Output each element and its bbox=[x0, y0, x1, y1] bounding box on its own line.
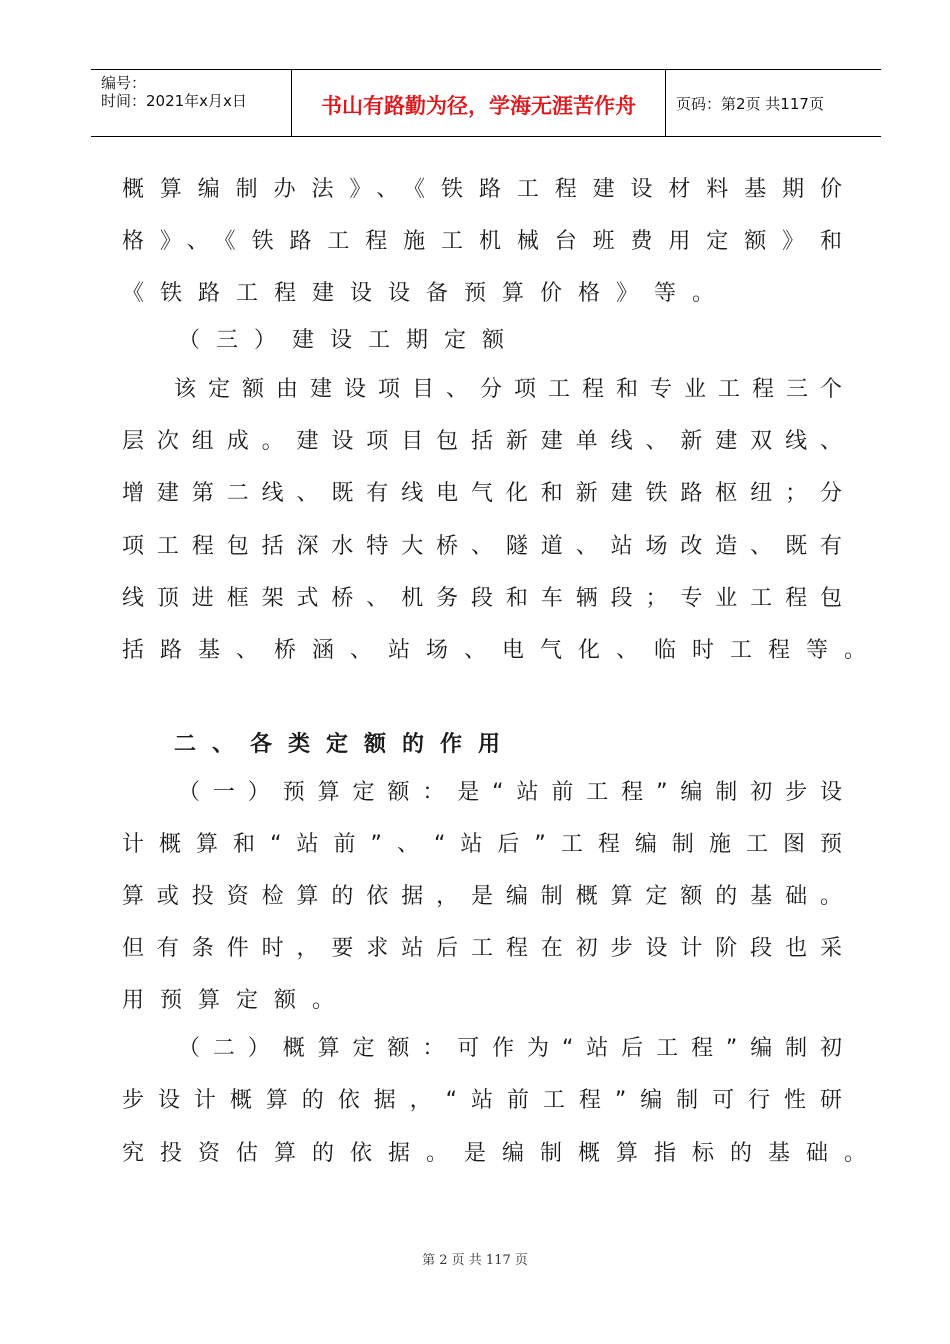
motto: 书山有路勤为径，学海无涯苦作舟 bbox=[321, 94, 636, 118]
section-subheading: （三）建设工期定额 bbox=[178, 328, 521, 353]
body-line: 层次组成。建设项目包括新建单线、新建双线、 bbox=[122, 429, 842, 454]
body-line: 概算编制办法》、《铁路工程建设材料基期价 bbox=[122, 177, 842, 202]
header-meta-cell bbox=[91, 70, 292, 136]
body-line: 步设计概算的依据，“站前工程”编制可行性研 bbox=[122, 1088, 842, 1113]
body-line: （一）预算定额：是“站前工程”编制初步设 bbox=[178, 780, 842, 805]
body-line: 算或投资检算的依据，是编制概算定额的基础。 bbox=[122, 884, 842, 909]
body-line: 究投资估算的依据。是编制概算指标的基础。 bbox=[122, 1141, 883, 1166]
time-label: 时间：2021年x月x日 bbox=[101, 92, 247, 110]
section-heading: 二、各类定额的作用 bbox=[174, 732, 517, 757]
body-line: （二）概算定额：可作为“站后工程”编制初 bbox=[178, 1036, 842, 1061]
header-motto-cell bbox=[292, 70, 666, 136]
body-line: 项工程包括深水特大桥、隧道、站场改造、既有 bbox=[122, 534, 842, 559]
body-line: 格》、《铁路工程施工机械台班费用定额》和 bbox=[122, 229, 842, 254]
page-footer: 第 2 页 共 117 页 bbox=[422, 1253, 528, 1268]
page-label: 页码：第2页 共117页 bbox=[676, 95, 824, 113]
document-header bbox=[91, 69, 881, 137]
body-line: 但有条件时，要求站后工程在初步设计阶段也采 bbox=[122, 936, 842, 961]
body-line: 计概算和“站前”、“站后”工程编制施工图预 bbox=[122, 832, 842, 857]
body-line: 增建第二线、既有线电气化和新建铁路枢纽；分 bbox=[122, 481, 842, 506]
body-line: 《铁路工程建设设备预算价格》等。 bbox=[122, 281, 731, 306]
body-line: 用预算定额。 bbox=[122, 988, 351, 1013]
body-line: 括路基、桥涵、站场、电气化、临时工程等。 bbox=[122, 638, 883, 663]
header-page-cell bbox=[666, 70, 881, 136]
number-label: 编号： bbox=[101, 74, 147, 92]
body-line: 线顶进框架式桥、机务段和车辆段；专业工程包 bbox=[122, 586, 842, 611]
body-line: 该定额由建设项目、分项工程和专业工程三个 bbox=[174, 377, 842, 402]
